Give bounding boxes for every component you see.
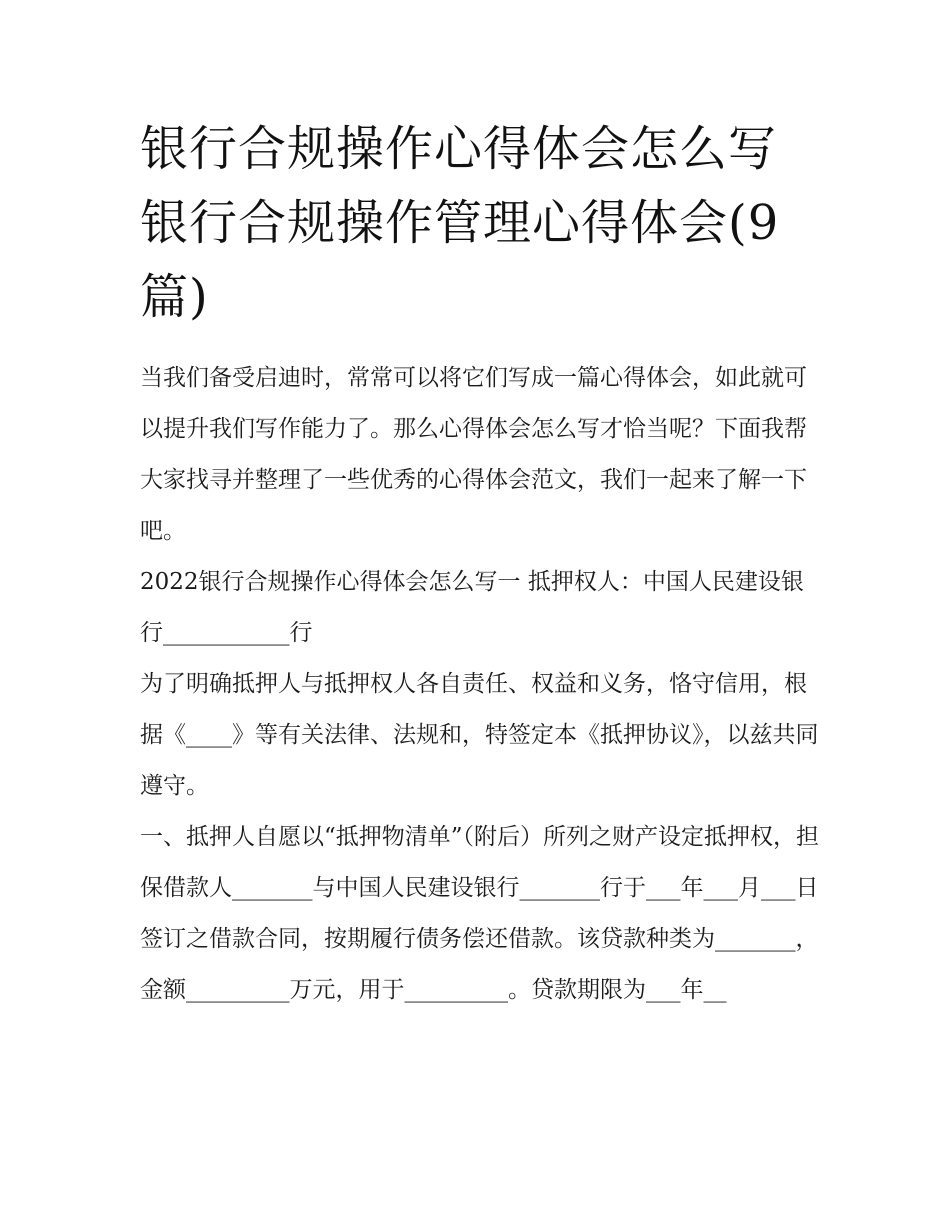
purpose-paragraph: 为了明确抵押人与抵押权人各自责任、权益和义务，恪守信用，根据《____》等有关法律、法规和，特签定本《抵押协议》，以兹共同遵守。: [140, 671, 819, 799]
clause-one-paragraph: 一、抵押人自愿以“抵押物清单”（附后）所列之财产设定抵押权，担保借款人_______与中国人民建设银行_______行于___年___月___日签订之借款合同，按期履行债务偿还借款。该贷款种类为_______，金额_________万元，用于_________。贷款期限为___年__: [140, 824, 820, 1003]
intro-paragraph: 当我们备受启迪时，常常可以将它们写成一篇心得体会，如此就可以提升我们写作能力了。那么心得体会怎么写才恰当呢？下面我帮大家找寻并整理了一些优秀的心得体会范文，我们一起来了解一下吧。: [140, 365, 807, 544]
document-body: [140, 353, 820, 1016]
document-title: 银行合规操作心得体会怎么写 银行合规操作管理心得体会(9篇): [140, 121, 780, 325]
section-heading-paragraph: 2022银行合规操作心得体会怎么写一 抵押权人：中国人民建设银行___________行: [140, 569, 804, 646]
